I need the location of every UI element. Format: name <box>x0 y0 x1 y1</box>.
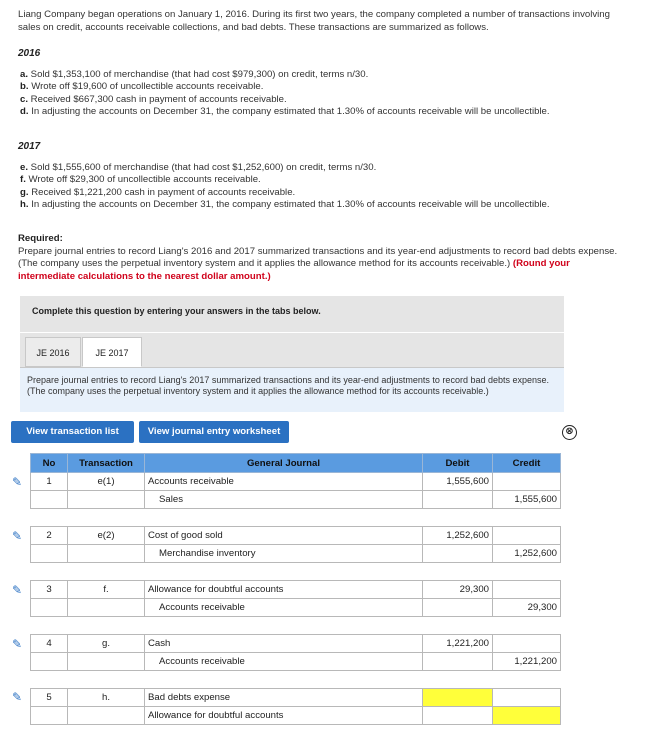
entry-no: 5 <box>31 689 68 707</box>
year-2016-heading: 2016 <box>18 48 41 59</box>
table-row <box>31 545 561 563</box>
transaction-a: a. Sold $1,353,100 of merchandise (that had cost $979,300) on credit, terms n/30. <box>20 69 369 80</box>
tab-bar <box>20 333 564 367</box>
col-transaction: Transaction <box>68 454 145 473</box>
credit-cell[interactable] <box>493 473 561 491</box>
account-cell[interactable]: Merchandise inventory <box>145 545 423 563</box>
intro-paragraph: Liang Company began operations on January 1, 2016. During its first two years, the company completed a number of transactions involving sales on credit, accounts receivable collections, and bad debts. These transactions are summarized as follows. <box>18 9 610 33</box>
entry-transaction[interactable]: e(2) <box>68 527 145 545</box>
credit-cell[interactable] <box>493 581 561 599</box>
general-journal-table <box>30 453 561 725</box>
account-cell[interactable]: Allowance for doubtful accounts <box>145 581 423 599</box>
tab-je-2017[interactable]: JE 2017 <box>82 337 142 367</box>
pencil-icon[interactable]: ✎ <box>12 529 23 543</box>
transaction-g: g. Received $1,221,200 cash in payment of accounts receivable. <box>20 186 296 198</box>
transaction-c: c. Received $667,300 cash in payment of accounts receivable. <box>20 93 287 105</box>
year-2017-heading: 2017 <box>18 141 41 152</box>
account-cell[interactable]: Accounts receivable <box>145 599 423 617</box>
transaction-e: e. Sold $1,555,600 of merchandise (that had cost $1,252,600) on credit, terms n/30. <box>20 162 377 173</box>
table-row <box>31 707 561 725</box>
entry-no: 2 <box>31 527 68 545</box>
row-spacer <box>31 617 561 635</box>
debit-input-highlighted[interactable] <box>423 689 493 707</box>
credit-cell[interactable] <box>493 635 561 653</box>
debit-cell[interactable]: 1,555,600 <box>423 473 493 491</box>
view-transaction-list-button[interactable]: View transaction list <box>11 421 134 443</box>
close-icon[interactable]: ⊗ <box>562 425 577 440</box>
table-row <box>31 689 561 707</box>
pencil-icon[interactable]: ✎ <box>12 690 23 704</box>
account-cell[interactable]: Accounts receivable <box>145 653 423 671</box>
table-header-row <box>31 454 561 473</box>
col-no: No <box>31 454 68 473</box>
rounding-note: (Round your intermediate calculations to the nearest dollar amount.) <box>18 258 570 282</box>
account-cell[interactable]: Cost of good sold <box>145 527 423 545</box>
entry-no: 3 <box>31 581 68 599</box>
debit-cell[interactable]: 1,252,600 <box>423 527 493 545</box>
required-text: Prepare journal entries to record Liang's 2016 and 2017 summarized transactions and its year-end adjustments to record bad debts expense. (The company uses the perpetual inventory system and it applies the allowance method for its accounts receivable.) <box>18 245 618 269</box>
transaction-d: d. In adjusting the accounts on December 31, the company estimated that 1.30% of accounts receivable will be uncollectible. <box>20 106 550 118</box>
table-row <box>31 527 561 545</box>
credit-input-highlighted[interactable] <box>493 707 561 725</box>
row-spacer <box>31 563 561 581</box>
credit-cell[interactable] <box>493 689 561 707</box>
tab-instructions: Prepare journal entries to record Liang's 2017 summarized transactions and its year-end adjustments to record bad debts expense. (The company uses the perpetual inventory system and it applies the allowance method for its accounts receivable.) <box>20 367 564 412</box>
account-cell[interactable]: Sales <box>145 491 423 509</box>
pencil-icon[interactable]: ✎ <box>12 475 23 489</box>
table-row <box>31 491 561 509</box>
table-row <box>31 473 561 491</box>
entry-transaction[interactable]: e(1) <box>68 473 145 491</box>
account-cell[interactable]: Bad debts expense <box>145 689 423 707</box>
debit-cell[interactable] <box>423 599 493 617</box>
entry-no: 1 <box>31 473 68 491</box>
credit-cell[interactable] <box>493 527 561 545</box>
table-row <box>31 599 561 617</box>
col-general-journal: General Journal <box>145 454 423 473</box>
account-cell[interactable]: Accounts receivable <box>145 473 423 491</box>
entry-transaction[interactable]: f. <box>68 581 145 599</box>
account-cell[interactable]: Allowance for doubtful accounts <box>145 707 423 725</box>
table-row <box>31 581 561 599</box>
table-row <box>31 635 561 653</box>
entry-no: 4 <box>31 635 68 653</box>
credit-cell[interactable]: 1,252,600 <box>493 545 561 563</box>
account-cell[interactable]: Cash <box>145 635 423 653</box>
entry-transaction[interactable]: h. <box>68 689 145 707</box>
required-section <box>18 233 628 283</box>
col-debit: Debit <box>423 454 493 473</box>
col-credit: Credit <box>493 454 561 473</box>
credit-cell[interactable]: 29,300 <box>493 599 561 617</box>
debit-cell[interactable] <box>423 491 493 509</box>
entry-transaction[interactable]: g. <box>68 635 145 653</box>
complete-question-banner: Complete this question by entering your answers in the tabs below. <box>20 296 564 332</box>
credit-cell[interactable]: 1,221,200 <box>493 653 561 671</box>
transaction-f: f. Wrote off $29,300 of uncollectible accounts receivable. <box>20 174 261 186</box>
tab-je-2016[interactable]: JE 2016 <box>25 337 81 367</box>
pencil-icon[interactable]: ✎ <box>12 637 23 651</box>
pencil-icon[interactable]: ✎ <box>12 583 23 597</box>
debit-cell[interactable]: 1,221,200 <box>423 635 493 653</box>
row-spacer <box>31 671 561 689</box>
debit-cell[interactable] <box>423 545 493 563</box>
debit-cell[interactable] <box>423 707 493 725</box>
row-spacer <box>31 509 561 527</box>
debit-cell[interactable]: 29,300 <box>423 581 493 599</box>
credit-cell[interactable]: 1,555,600 <box>493 491 561 509</box>
transactions-2016 <box>20 69 630 119</box>
required-heading: Required: <box>18 233 63 244</box>
transactions-2017 <box>20 162 630 212</box>
debit-cell[interactable] <box>423 653 493 671</box>
transaction-h: h. In adjusting the accounts on December 31, the company estimated that 1.30% of accounts receivable will be uncollectible. <box>20 199 550 211</box>
table-row <box>31 653 561 671</box>
transaction-b: b. Wrote off $19,600 of uncollectible accounts receivable. <box>20 81 264 93</box>
view-journal-worksheet-button[interactable]: View journal entry worksheet <box>139 421 289 443</box>
